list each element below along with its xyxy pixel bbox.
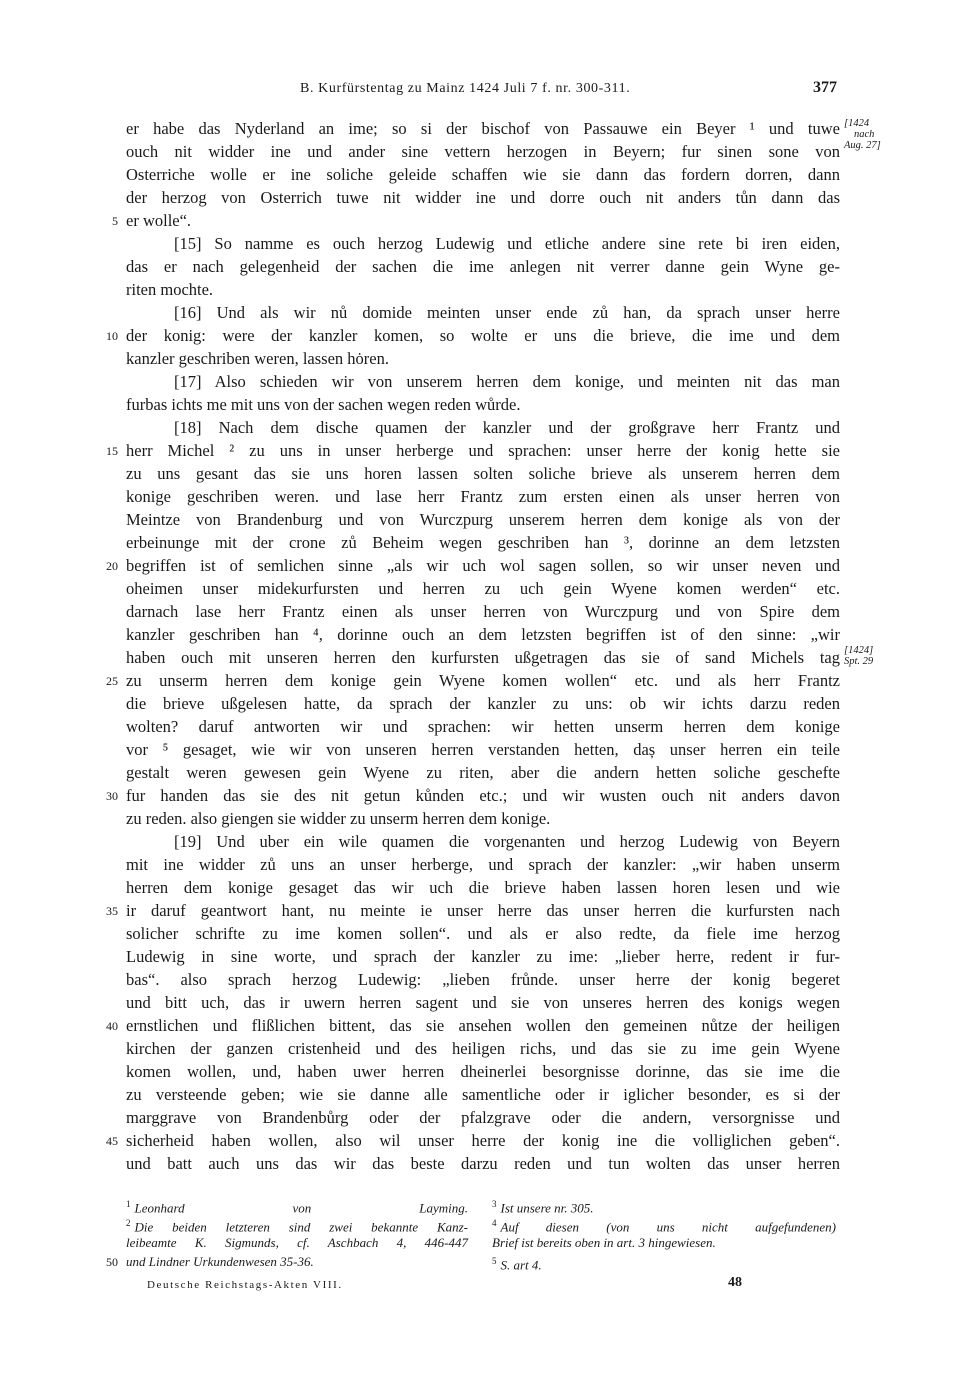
text-line: Meintze von Brandenburg und von Wurczpurg unserem herren dem konige als von der (126, 510, 840, 529)
text-line: fur handen das sie des nit getun kůnden etc.; und wir wusten ouch nit anders davon (126, 786, 840, 805)
text-line: ouch nit widder ine und ander sine vettern herzogen in Beyern; fur sinen sone von (126, 142, 840, 161)
line-number: 45 (106, 1134, 118, 1148)
margin-note-date-1 (844, 118, 881, 151)
text-line: furbas ichts me mit uns von der sachen wegen reden wůrde. (126, 395, 521, 414)
text-line: wolten? daruf antworten wir und sprachen: wir hetten unserm herren dem konige (126, 717, 840, 736)
footnote-text: Brief ist bereits oben in art. 3 hingewiesen. (492, 1235, 716, 1250)
text-line: haben ouch mit unseren herren den kurfursten ußgetragen das sie of sand Michels tag (126, 648, 840, 667)
margin-note-line: [1424] (844, 645, 874, 656)
text-line: er wolle“. (126, 211, 192, 230)
footnote-text: und Lindner Urkundenwesen 35-36. (126, 1254, 314, 1269)
text-line: ernstlichen und flißlichen bittent, das sie ansehen wollen den gemeinen nůtze der heiligen (126, 1016, 840, 1035)
text-line: [19] Und uber ein wile quamen die vorgenanten und herzog Ludewig von Beyern (174, 832, 840, 851)
line-number: 10 (106, 329, 118, 343)
footnote-text: S. art 4. (500, 1257, 542, 1273)
footnote-5 (492, 1252, 836, 1274)
text-line: marggrave von Brandenbůrg oder der pfalzgrave oder die andern, versorgnisse und (126, 1108, 840, 1127)
text-line: [18] Nach dem dische quamen der kanzler und der großgrave herr Frantz und (174, 418, 840, 437)
footnote-mark: 5 (492, 1256, 497, 1266)
footnote-text: Ist unsere nr. 305. (500, 1200, 594, 1216)
text-line: Ludewig in sine worte, und sprach der kanzler zu ime: „lieber herre, redent ir fur- (126, 947, 840, 966)
text-line: mit ine widder zů uns an unser herberge, und sprach der kanzler: „wir haben unserm (126, 855, 840, 874)
footnote-mark: 1 (126, 1199, 131, 1209)
line-number: 40 (106, 1019, 118, 1033)
text-line: gestalt weren gewesen gein Wyene zu riten, aber die andern hetten soliche geschefte (126, 763, 840, 782)
margin-note-line: nach (854, 129, 875, 140)
text-line: [16] Und als wir nů domide meinten unser ende zů han, da sprach unser herre (174, 303, 840, 322)
text-line: solicher schrifte zu ime komen sollen“. und als er also redte, da fiele ime herzog (126, 924, 840, 943)
margin-note-line: Aug. 27] (844, 140, 881, 151)
text-line: zu reden. also giengen sie widder zu unserm herren dem konige. (126, 809, 551, 828)
text-line: komen wollen, und, haben uwer herren dheinerlei besorgnisse dorinne, das sie ime die (126, 1062, 840, 1081)
text-line: vor ⁵ gesaget, wie wir von unseren herren verstanden hetten, daș unser herren ein teile (126, 740, 840, 759)
footnote-mark: 2 (126, 1218, 131, 1228)
line-number: 35 (106, 904, 118, 918)
line-number: 15 (106, 444, 118, 458)
footnote-text: Leonhard von Layming. (134, 1200, 468, 1216)
text-line: zu versteende geben; wie sie danne alle samentliche oder ir iglicher besonder, es si der (126, 1085, 840, 1104)
line-number: 25 (106, 674, 118, 688)
text-line: zu uns gesant das sie uns horen lassen solten soliche brieve als unserem herren dem (126, 464, 840, 483)
body-text (126, 117, 840, 1175)
text-line: das er nach gelegenheid der sachen die ime anlegen nit verrer danne gein Wyne ge- (126, 257, 840, 276)
footnote-2-cont (126, 1252, 468, 1271)
footnote-text: Die beiden letzteren sind zwei bekannte Kanz- (134, 1219, 468, 1235)
page-number: 377 (813, 79, 837, 96)
footnote-text: leibeamte K. Sigmunds, cf. Aschbach 4, 446-447 (126, 1235, 468, 1250)
gathering-number: 48 (728, 1275, 742, 1290)
text-line: herren dem konige gesaget das wir uch die brieve haben lassen horen lesen und wie (126, 878, 840, 897)
text-line: oheimen unser midekurfursten und herren zu uch gein Wyene komen werden“ etc. (126, 579, 840, 598)
margin-note-line: [1424 (844, 118, 870, 129)
text-line: [17] Also schieden wir von unserem herren dem konige, und meinten nit das man (174, 372, 840, 391)
text-line: konige geschriben weren. und lase herr Frantz zum ersten einen als unser herren von (126, 487, 840, 506)
text-line: bas“. also sprach herzog Ludewig: „lieben frůnde. unser herre der konig begeret (126, 970, 840, 989)
footnote-mark: 4 (492, 1218, 497, 1228)
text-line: darnach lase herr Frantz einen als unser herren von Wurczpurg und von Spire dem (126, 602, 840, 621)
text-line: kanzler geschriben han ⁴, dorinne ouch an dem letzsten begriffen ist of den sinne: „wir (126, 625, 840, 644)
text-line: ir daruf geantwort hant, nu meinte ie unser herre das unser herren die kurfursten nach (126, 901, 840, 920)
text-line: er habe das Nyderland an ime; so si der bischof von Passauwe ein Beyer ¹ und tuwe (126, 119, 840, 138)
text-line: kanzler geschriben weren, lassen hȯren. (126, 349, 389, 368)
signature-mark: Deutsche Reichstags-Akten VIII. (147, 1279, 343, 1291)
footnote-text: Auf diesen (von uns nicht aufgefundenen) (500, 1219, 836, 1235)
line-number: 50 (106, 1255, 118, 1269)
text-line: der herzog von Osterrich tuwe nit widder ine und dorre ouch nit anders tůn dann das (126, 188, 840, 207)
margin-note-line: Spt. 29 (844, 656, 874, 667)
text-line: erbeinunge mit der crone zů Beheim wegen geschriben han ³, dorinne an dem letzsten (126, 533, 840, 552)
footnotes (0, 1195, 960, 1275)
line-number: 5 (112, 214, 118, 228)
text-line: zu unserm herren dem konige gein Wyene komen wollen“ etc. und als herr Frantz (126, 671, 840, 690)
text-line: und bitt uch, das ir uwern herren sagent und sie von unseres herren des konigs wegen (126, 993, 840, 1012)
text-line: riten mochte. (126, 280, 214, 299)
footnote-4-cont (492, 1233, 836, 1252)
running-title: B. Kurfürstentag zu Mainz 1424 Juli 7 f. nr. 300-311. (300, 81, 631, 96)
text-line: herr Michel ² zu uns in unser herberge und sprachen: unser herre der konig hette sie (126, 441, 840, 460)
text-line: und batt auch uns das wir das beste darzu reden und tun wolten das unser herren (126, 1154, 840, 1173)
footnote-2-cont (126, 1233, 468, 1252)
text-line: die brieve ußgelesen hatte, da sprach der kanzler zu uns: ob wir ichts darzu reden (126, 694, 840, 713)
text-line: begriffen ist of semlichen sinne „als wir uch wol sagen sollen, so wir unser neven und (126, 556, 840, 575)
line-number: 20 (106, 559, 118, 573)
text-line: [15] So namme es ouch herzog Ludewig und etliche andere sine rete bi iren eiden, (174, 234, 840, 253)
running-head (0, 81, 960, 103)
text-line: der konig: were der kanzler komen, so wolte er uns die brieve, die ime und dem (126, 326, 840, 345)
line-number: 30 (106, 789, 118, 803)
text-line: kirchen der ganzen cristenheid und des heiligen richs, und das sie zu ime gein Wyene (126, 1039, 840, 1058)
footnote-mark: 3 (492, 1199, 497, 1209)
margin-note-date-2 (844, 645, 873, 667)
text-line: sicherheid haben wollen, also wil unser herre der konig ine die volliglichen geben“. (126, 1131, 840, 1150)
text-line: Osterriche wolle er ine soliche geleide schaffen wie sie dann das fordern dorren, dann (126, 165, 840, 184)
